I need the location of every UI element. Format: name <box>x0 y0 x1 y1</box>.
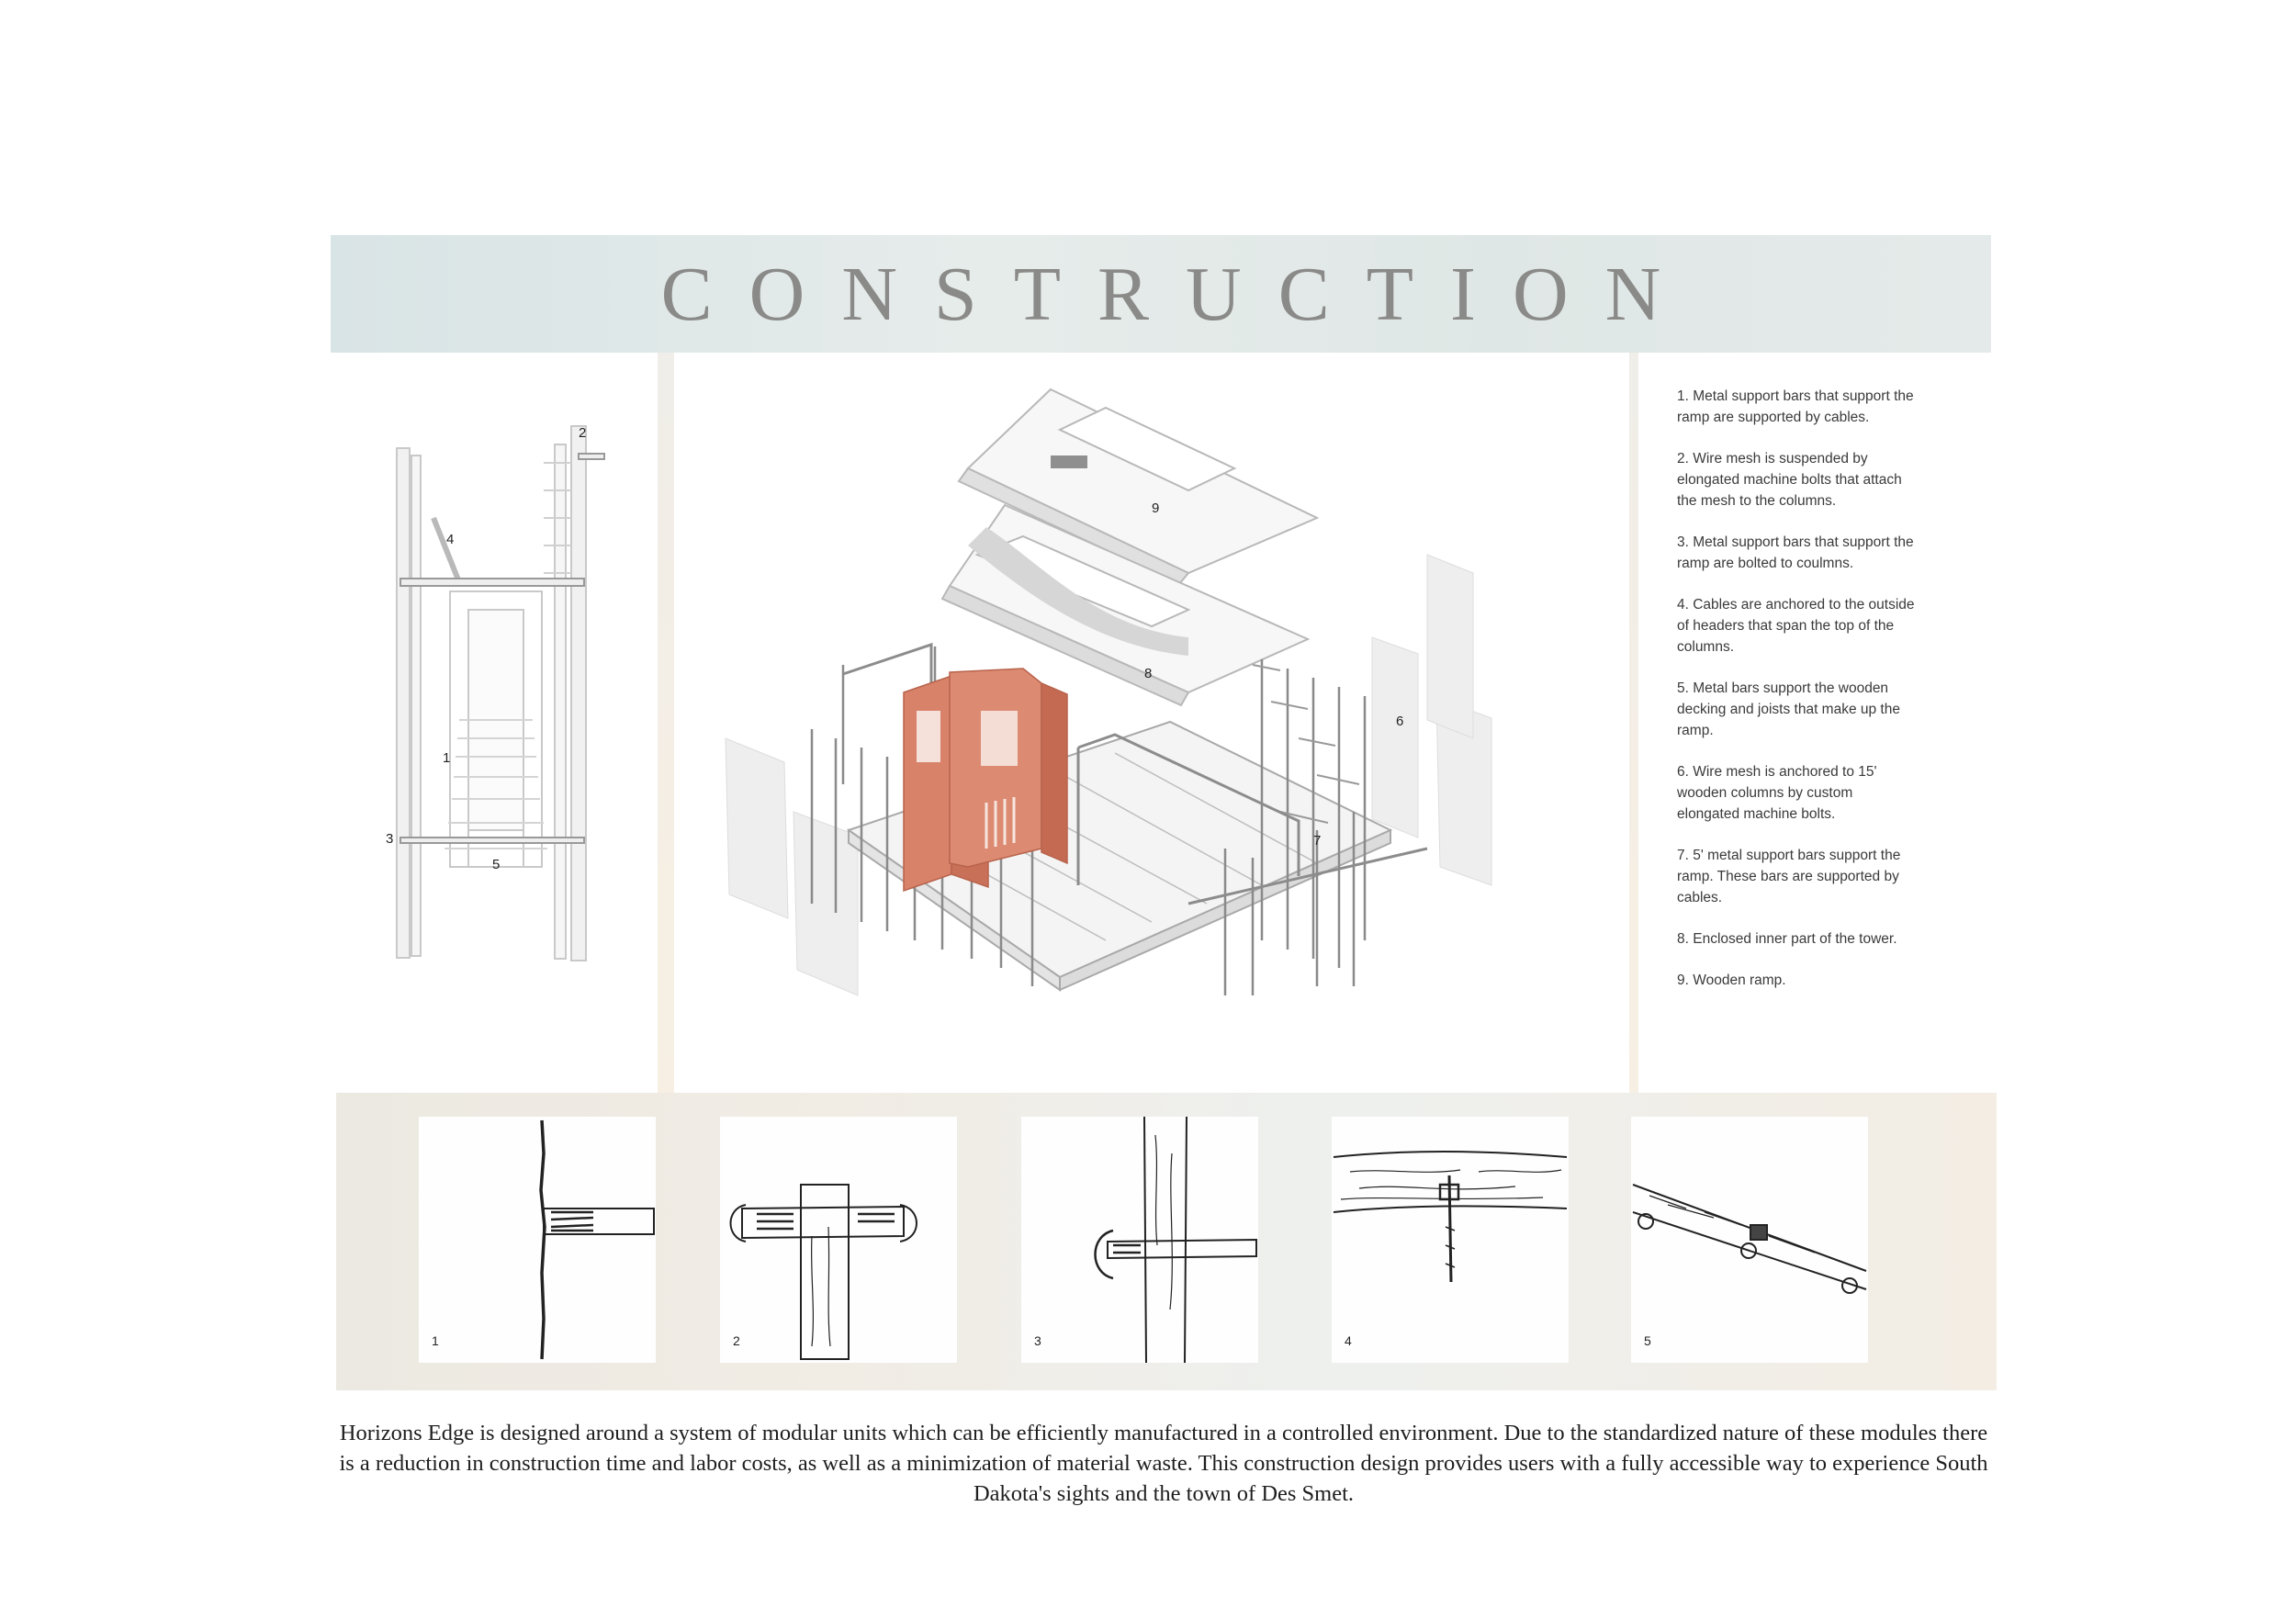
sketch-number: 4 <box>1345 1333 1352 1348</box>
elevation-label-2: 2 <box>579 425 587 441</box>
exploded-label-7: 7 <box>1313 833 1322 849</box>
note-item: 5. Metal bars support the wooden decking and joists that make up the ramp. <box>1677 680 1900 738</box>
detail-sketch-2 <box>720 1117 957 1363</box>
exploded-label-8: 8 <box>1144 666 1153 681</box>
note-item: 8. Enclosed inner part of the tower. <box>1677 931 1897 947</box>
sketch-number: 2 <box>733 1333 740 1348</box>
note-item: 9. Wooden ramp. <box>1677 973 1786 988</box>
page-title: CONSTRUCTION <box>660 251 1698 337</box>
detail-sketch-4 <box>1332 1117 1569 1363</box>
note-item: 7. 5' metal support bars support the ramp. These bars are supported by cables. <box>1677 848 1901 905</box>
exploded-label-9: 9 <box>1152 500 1160 516</box>
elevation-label-1: 1 <box>443 750 451 766</box>
detail-sketch-3 <box>1021 1117 1258 1363</box>
sketch-number: 1 <box>432 1333 439 1348</box>
exploded-axonometric-drawing <box>674 353 1629 1093</box>
elevation-label-4: 4 <box>446 532 455 547</box>
sketch-number: 3 <box>1034 1333 1041 1348</box>
note-item: 3. Metal support bars that support the ramp are bolted to coulmns. <box>1677 534 1914 571</box>
elevation-label-5: 5 <box>492 857 501 872</box>
sketch-number: 5 <box>1644 1333 1651 1348</box>
exploded-axonometric-panel <box>674 353 1629 1093</box>
detail-sketch-5 <box>1631 1117 1868 1363</box>
title-banner <box>331 235 1991 353</box>
note-item: 1. Metal support bars that support the ramp are supported by cables. <box>1677 388 1914 425</box>
elevation-drawing <box>331 353 658 1093</box>
note-item: 6. Wire mesh is anchored to 15' wooden columns by custom elongated machine bolts. <box>1677 764 1877 822</box>
detail-sketch-1 <box>419 1117 656 1363</box>
notes-list <box>1677 386 1916 1011</box>
caption-paragraph: Horizons Edge is designed around a system of modular units which can be efficiently manufactured in a controlled environment. Due to the standardized nature of these modules there is a reduction in construction time and labor costs, as well as a minimization of material waste. This construction design provides users with a fully accessible way to experience South Dakota's sights and the town of Des Smet. <box>339 1421 1988 1506</box>
elevation-panel <box>331 353 658 1093</box>
exploded-label-6: 6 <box>1396 714 1404 729</box>
note-item: 2. Wire mesh is suspended by elongated machine bolts that attach the mesh to the columns. <box>1677 451 1902 509</box>
note-item: 4. Cables are anchored to the outside of headers that span the top of the columns. <box>1677 597 1915 655</box>
elevation-label-3: 3 <box>386 831 394 847</box>
